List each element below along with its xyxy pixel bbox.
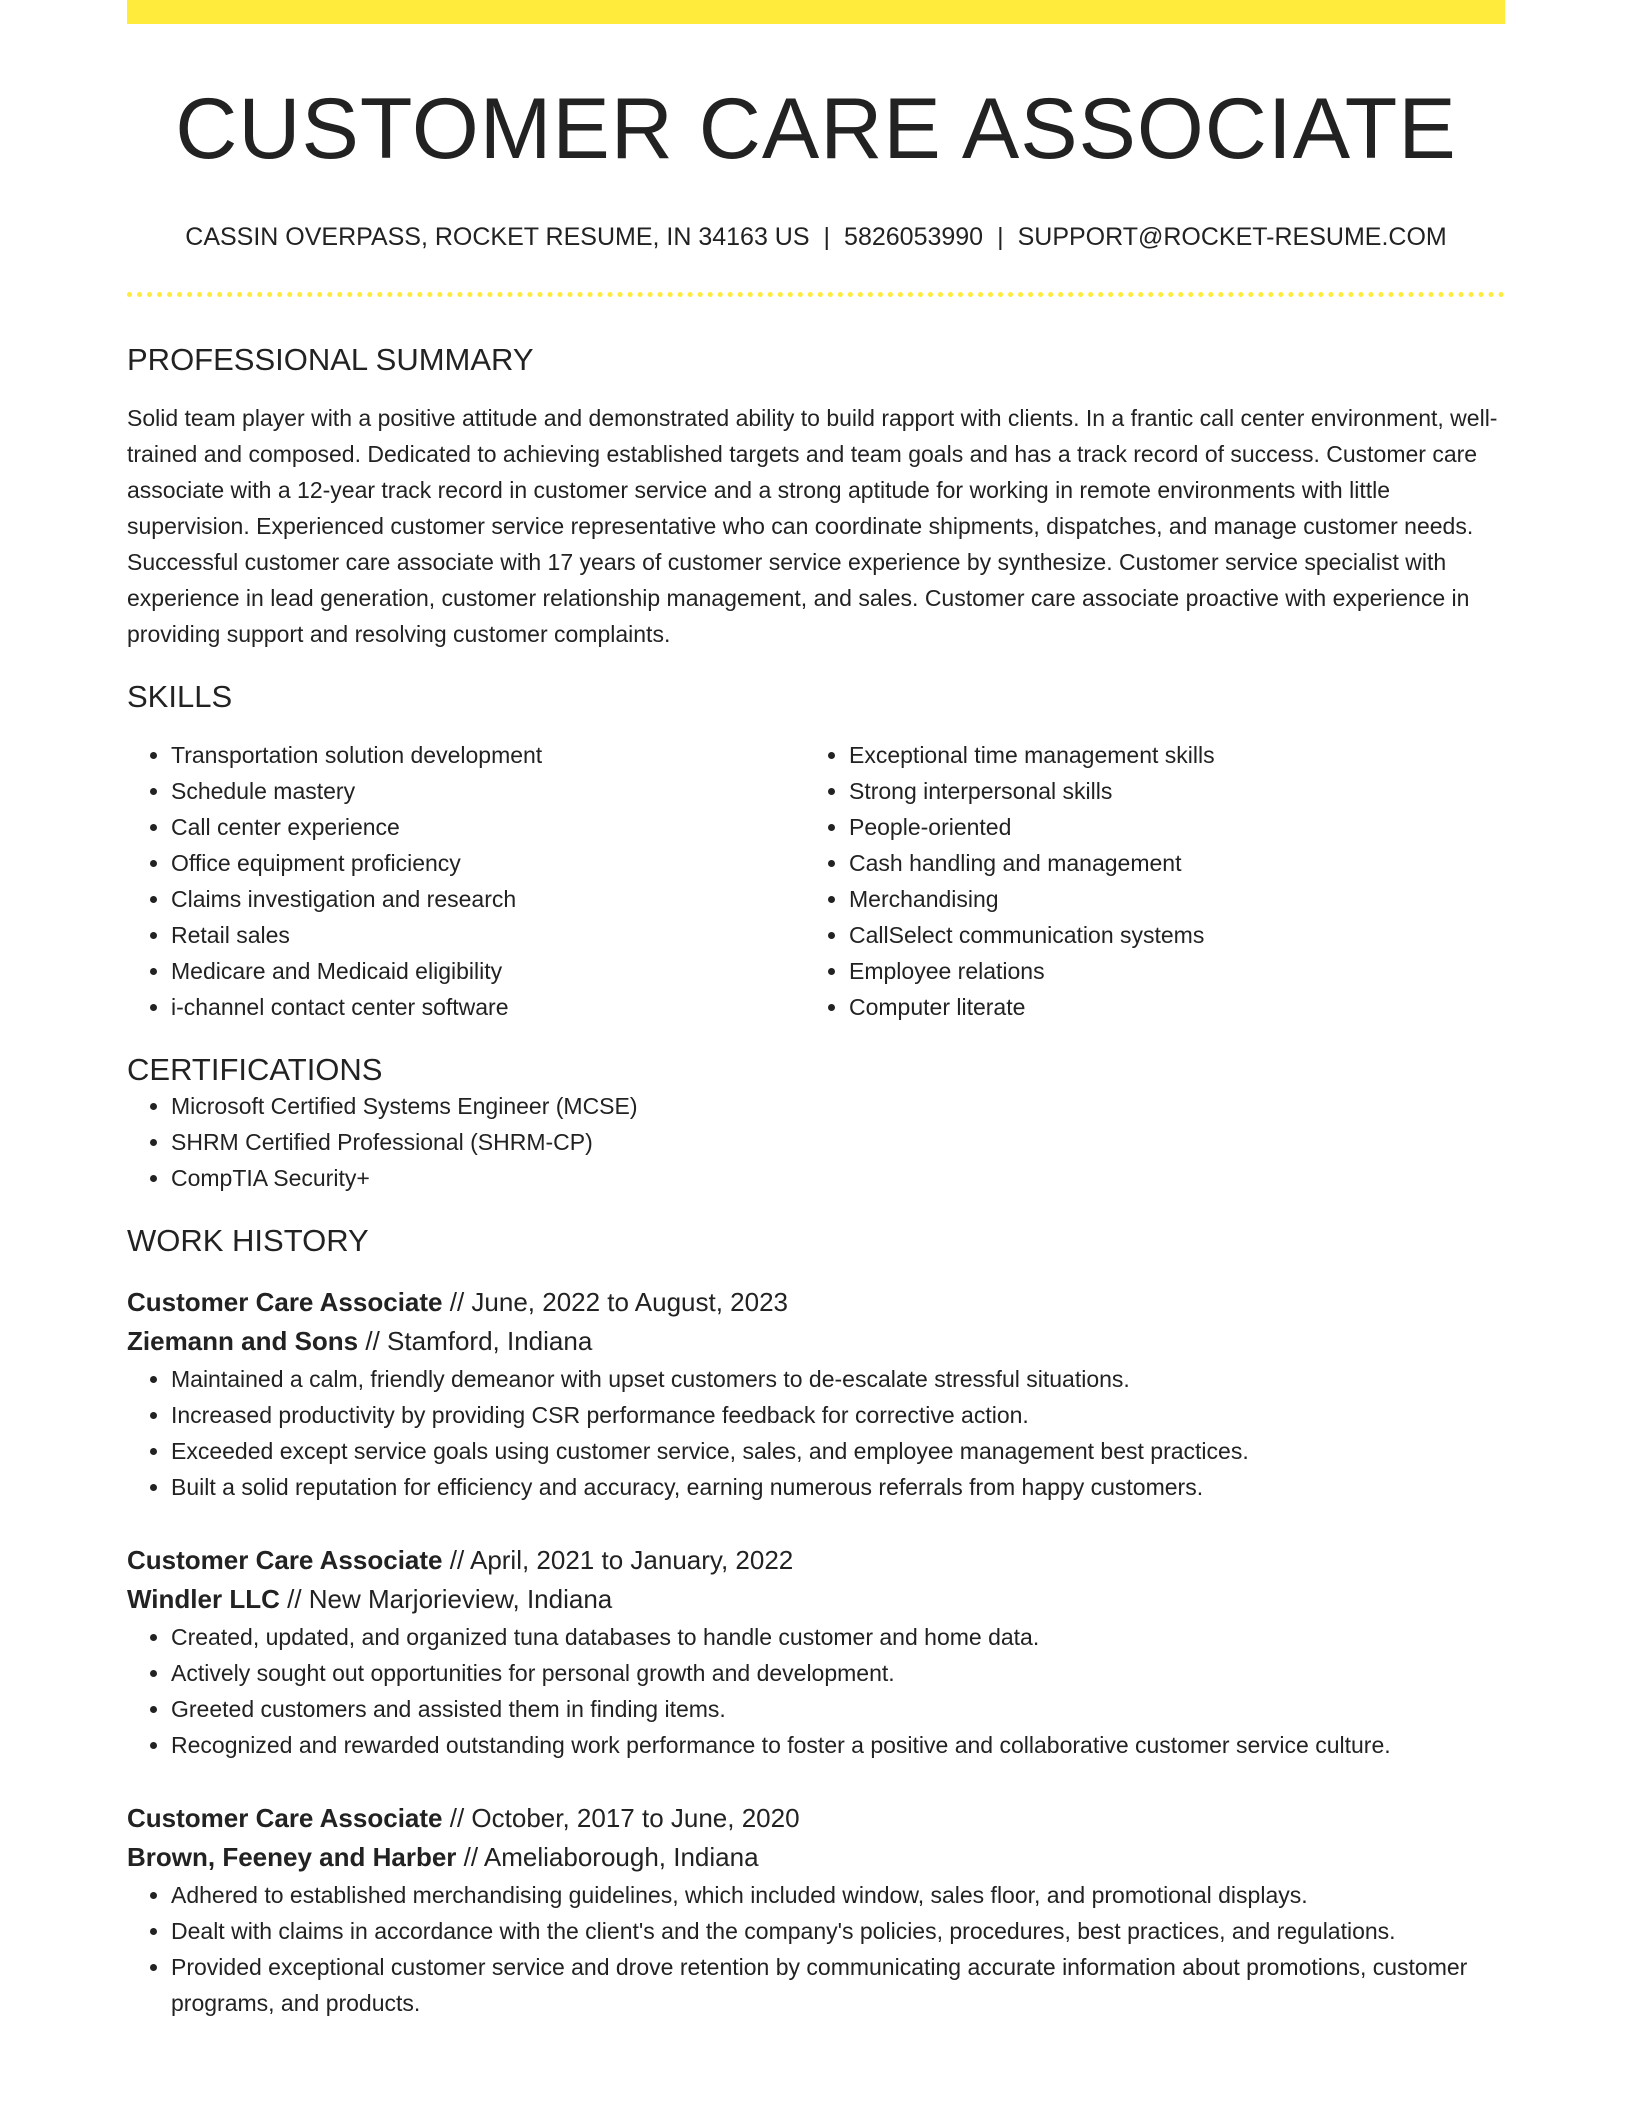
skill-item: • Call center experience [171,809,805,845]
job-title: Customer Care Associate [127,1545,443,1576]
job-company: Brown, Feeney and Harber [127,1842,457,1873]
job-bullets [127,1877,1505,2021]
contact-phone: 5826053990 [844,222,984,251]
job-company: Windler LLC [127,1584,280,1615]
job-title: Customer Care Associate [127,1803,443,1834]
job-entry [127,1799,1505,2021]
skills-grid [127,737,1505,1025]
skill-item: • Office equipment proficiency [171,845,805,881]
job-location: // Ameliaborough, Indiana [463,1842,759,1873]
skill-item: • Cash handling and management [849,845,1483,881]
job-bullet: • Created, updated, and organized tuna databases to handle customer and home data. [171,1619,1505,1655]
job-bullets [127,1619,1505,1763]
certifications-heading: CERTIFICATIONS [127,1051,383,1087]
job-bullet: • Exceeded except service goals using customer service, sales, and employee management best practices. [171,1433,1505,1469]
skill-item: • Transportation solution development [171,737,805,773]
top-accent-bar [127,0,1505,24]
contact-email: SUPPORT@ROCKET-RESUME.COM [1017,222,1447,251]
job-bullets [127,1361,1505,1505]
contact-separator: | [997,222,1004,251]
certifications-list [127,1088,1505,1196]
skill-item: • i-channel contact center software [171,989,805,1025]
certification-item: • CompTIA Security+ [171,1160,1505,1196]
page-title: CUSTOMER CARE ASSOCIATE [175,81,1457,177]
summary-heading: PROFESSIONAL SUMMARY [127,341,534,377]
job-company-line [127,1322,1505,1361]
skill-item: • CallSelect communication systems [849,917,1483,953]
job-dates: // April, 2021 to January, 2022 [449,1545,794,1576]
resume-page [127,0,1505,2021]
job-bullet: • Maintained a calm, friendly demeanor with upset customers to de-escalate stressful situations. [171,1361,1505,1397]
skills-list-left [127,737,805,1025]
skill-item: • Retail sales [171,917,805,953]
job-dates: // October, 2017 to June, 2020 [449,1803,800,1834]
skills-column-left [127,737,805,1025]
skill-item: • People-oriented [849,809,1483,845]
job-title-line [127,1283,1505,1322]
contact-line [127,223,1505,252]
work-history-heading: WORK HISTORY [127,1223,369,1259]
skill-item: • Merchandising [849,881,1483,917]
skills-list-right [805,737,1483,1025]
job-entry [127,1541,1505,1763]
job-bullet: • Adhered to established merchandising guidelines, which included window, sales floor, and promotional displays. [171,1877,1505,1913]
job-dates: // June, 2022 to August, 2023 [449,1287,789,1318]
skill-item: • Exceptional time management skills [849,737,1483,773]
contact-separator: | [823,222,831,251]
job-bullet: • Recognized and rewarded outstanding work performance to foster a positive and collaborative customer service culture. [171,1727,1505,1763]
job-title-line [127,1799,1505,1838]
job-bullet: • Increased productivity by providing CSR performance feedback for corrective action. [171,1397,1505,1433]
skills-heading: SKILLS [127,678,233,714]
job-company-line [127,1580,1505,1619]
job-title-line [127,1541,1505,1580]
skills-column-right [805,737,1483,1025]
skill-item: • Employee relations [849,953,1483,989]
job-bullet: • Greeted customers and assisted them in finding items. [171,1691,1505,1727]
job-company-line [127,1838,1505,1877]
certification-item: • SHRM Certified Professional (SHRM-CP) [171,1124,1505,1160]
job-location: // New Marjorieview, Indiana [287,1584,613,1615]
job-bullet: • Provided exceptional customer service and drove retention by communicating accurate information about promotions, customer programs, and products. [171,1949,1505,2021]
certification-item: • Microsoft Certified Systems Engineer (MCSE) [171,1088,1505,1124]
summary-text: Solid team player with a positive attitude and demonstrated ability to build rapport with clients. In a frantic call center environment, well-trained and composed. Dedicated to achieving established targets and team goals and has a track record of success. Customer care associate with a 12-year track record in customer service and a strong aptitude for working in remote environments with little supervision. Experienced customer service representative who can coordinate shipments, dispatches, and manage customer needs. Successful customer care associate with 17 years of customer service experience by synthesize. Customer service specialist with experience in lead generation, customer relationship management, and sales. Customer care associate proactive with experience in providing support and resolving customer complaints. [127,404,1498,647]
job-entry [127,1283,1505,1505]
job-bullet: • Dealt with claims in accordance with the client's and the company's policies, procedures, best practices, and regulations. [171,1913,1505,1949]
contact-address: CASSIN OVERPASS, ROCKET RESUME, IN 34163 US [185,222,810,251]
job-title: Customer Care Associate [127,1287,443,1318]
job-bullet: • Built a solid reputation for efficiency and accuracy, earning numerous referrals from happy customers. [171,1469,1505,1505]
skill-item: • Computer literate [849,989,1483,1025]
job-company: Ziemann and Sons [127,1326,359,1357]
skill-item: • Medicare and Medicaid eligibility [171,953,805,989]
job-location: // Stamford, Indiana [365,1326,593,1357]
dotted-divider [127,292,1505,297]
skill-item: • Strong interpersonal skills [849,773,1483,809]
skill-item: • Schedule mastery [171,773,805,809]
skill-item: • Claims investigation and research [171,881,805,917]
job-bullet: • Actively sought out opportunities for personal growth and development. [171,1655,1505,1691]
